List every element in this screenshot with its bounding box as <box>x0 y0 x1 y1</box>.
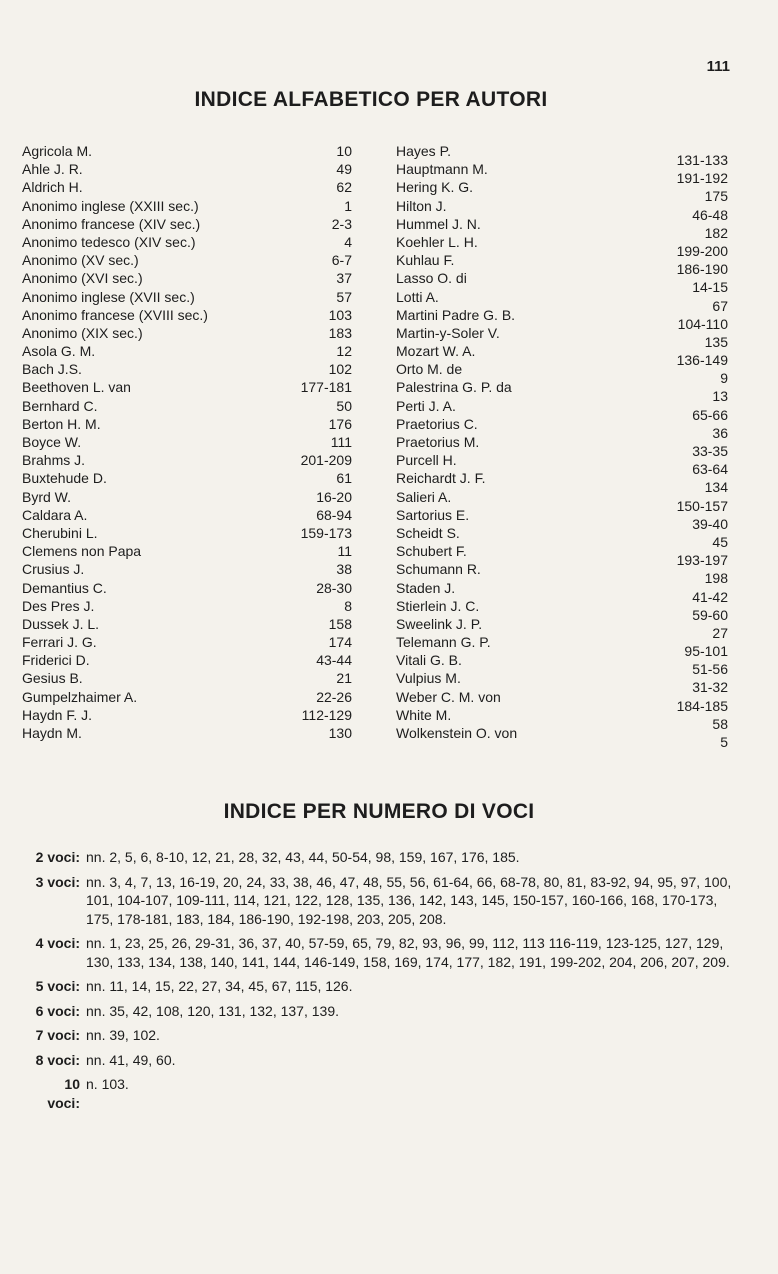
author-entry <box>396 488 728 514</box>
author-pages: 9 <box>720 370 728 387</box>
author-pages: 150-157 <box>676 497 728 514</box>
author-name: Lasso O. di <box>396 270 467 287</box>
author-name: Vulpius M. <box>396 670 461 687</box>
voices-count-label: 4 voci: <box>35 935 80 951</box>
author-name: Anonimo (XV sec.) <box>22 252 139 269</box>
author-name: Des Pres J. <box>22 597 95 614</box>
author-pages: 57 <box>336 288 352 305</box>
author-name: Perti J. A. <box>396 397 456 414</box>
author-name: Salieri A. <box>396 488 452 505</box>
author-name: Schubert F. <box>396 543 467 560</box>
author-entry <box>396 324 728 350</box>
author-pages: 58 <box>712 715 728 732</box>
voices-numbers: nn. 39, 102. <box>86 1027 160 1043</box>
voices-count-label: 7 voci: <box>35 1027 80 1043</box>
author-index-left-column <box>22 142 352 742</box>
author-entry <box>396 579 728 605</box>
author-pages: 102 <box>328 361 352 378</box>
author-pages: 159-173 <box>300 524 352 541</box>
author-pages: 49 <box>336 161 352 178</box>
author-name: Staden J. <box>396 579 456 596</box>
voices-numbers: nn. 3, 4, 7, 13, 16-19, 20, 24, 33, 38, 46, 47, 48, 55, 56, 61-64, 66, 68-78, 80, 81, 83-92, 94, 95, 97, 100, 101, 104-107, 109-111, 114, 121, 122, 128, 135, 136, 142, 143, 145, 150-157, 160-166, 168, 170-173, 175, 178-181, 183, 184, 186-190, 192-198, 203, 205, 208. <box>86 873 732 927</box>
author-entry <box>396 524 728 550</box>
voices-numbers: nn. 41, 49, 60. <box>86 1051 176 1068</box>
author-pages: 182 <box>704 224 728 241</box>
author-entry <box>22 415 352 433</box>
author-name: Berton H. M. <box>22 415 101 432</box>
author-pages: 50 <box>336 397 352 414</box>
author-pages: 8 <box>344 597 352 614</box>
author-name: Hilton J. <box>396 197 447 214</box>
author-entry <box>396 378 728 405</box>
author-pages: 193-197 <box>676 552 728 569</box>
author-entry <box>396 251 728 278</box>
author-pages: 38 <box>336 561 352 578</box>
author-entry <box>396 451 728 478</box>
voices-numbers: nn. 2, 5, 6, 8-10, 12, 21, 28, 32, 43, 44, 50-54, 98, 159, 167, 176, 185. <box>86 849 520 865</box>
author-entry <box>22 597 352 615</box>
voices-entry <box>30 934 740 971</box>
author-pages: 111 <box>330 434 352 450</box>
author-pages: 27 <box>712 624 728 641</box>
voices-count-label: 2 voci: <box>35 849 80 865</box>
author-name: Lotti A. <box>396 288 439 305</box>
author-entry <box>396 724 728 750</box>
author-entry <box>396 397 728 423</box>
author-name: Caldara A. <box>22 506 88 523</box>
author-pages: 21 <box>336 670 352 687</box>
author-entry <box>396 706 728 732</box>
author-pages: 14-15 <box>692 279 728 296</box>
author-pages: 31-32 <box>692 679 728 696</box>
author-pages: 1 <box>344 197 352 214</box>
author-name: Friderici D. <box>22 652 90 669</box>
author-entry <box>22 197 352 215</box>
author-name: Asola G. M. <box>22 343 96 360</box>
author-entry <box>22 669 352 687</box>
author-name: Schumann R. <box>396 561 481 578</box>
author-pages: 174 <box>328 634 352 651</box>
author-entry <box>22 233 352 251</box>
author-pages: 6-7 <box>331 252 352 269</box>
author-pages: 191-192 <box>676 170 728 187</box>
author-entry <box>396 215 728 241</box>
author-pages: 13 <box>712 388 728 405</box>
author-pages: 16-20 <box>316 488 352 505</box>
voices-count-label: 5 voci: <box>35 978 80 994</box>
author-entry <box>22 579 352 597</box>
author-entry <box>22 397 352 415</box>
author-name: Agricola M. <box>22 143 93 159</box>
author-name: Bach J.S. <box>22 361 82 378</box>
author-entry <box>396 342 728 369</box>
author-entry <box>396 415 728 441</box>
author-entry <box>22 615 352 633</box>
author-name: Scheidt S. <box>396 524 460 541</box>
author-name: Praetorius M. <box>396 434 480 450</box>
author-pages: 41-42 <box>692 588 728 605</box>
voices-numbers: nn. 35, 42, 108, 120, 131, 132, 137, 139. <box>86 1002 339 1019</box>
author-entry <box>22 651 352 669</box>
voices-count-label: 3 voci: <box>35 873 80 890</box>
author-entry <box>22 160 352 178</box>
author-pages: 43-44 <box>316 652 352 669</box>
author-pages: 2-3 <box>331 215 352 232</box>
author-name: Gumpelzhaimer A. <box>22 688 138 705</box>
author-entry <box>22 451 352 469</box>
author-pages: 4 <box>344 233 352 250</box>
author-name: Palestrina G. P. da <box>396 379 512 396</box>
author-name: Martini Padre G. B. <box>396 306 516 323</box>
voices-numbers: nn. 1, 23, 25, 26, 29-31, 36, 37, 40, 57-59, 65, 79, 82, 93, 96, 99, 112, 113 116-119, 123-125, 127, 129, 130, 133, 134, 138, 140, 141, 144, 146-149, 158, 169, 174, 177, 182, 191, 199-202, 204, 206, 207, 209. <box>86 935 730 970</box>
author-pages: 158 <box>328 615 352 632</box>
author-entry <box>22 360 352 378</box>
author-entry <box>22 633 352 651</box>
voices-index-title: INDICE PER NUMERO DI VOCI <box>223 800 535 823</box>
author-name: Anonimo inglese (XVII sec.) <box>22 288 195 305</box>
author-entry <box>396 542 728 569</box>
author-entry <box>396 233 728 259</box>
author-pages: 28-30 <box>316 579 352 596</box>
author-entry <box>22 251 352 269</box>
author-name: White M. <box>396 706 452 723</box>
voices-entry <box>30 873 740 929</box>
author-pages: 33-35 <box>692 443 728 459</box>
author-pages: 46-48 <box>692 206 728 223</box>
author-name: Orto M. de <box>396 361 463 378</box>
author-name: Hering K. G. <box>396 179 474 196</box>
author-name: Boyce W. <box>22 434 82 450</box>
voices-numbers: n. 103. <box>86 1076 129 1092</box>
author-entry <box>396 469 728 496</box>
author-entry <box>22 688 352 706</box>
author-name: Reichardt J. F. <box>396 470 486 487</box>
author-name: Gesius B. <box>22 670 83 687</box>
author-entry <box>396 360 728 387</box>
author-entry <box>22 469 352 487</box>
author-name: Sartorius E. <box>396 506 470 523</box>
author-name: Hummel J. N. <box>396 215 481 232</box>
author-name: Crusius J. <box>22 561 85 578</box>
author-name: Brahms J. <box>22 452 86 469</box>
author-pages: 22-26 <box>316 688 352 705</box>
author-pages: 37 <box>336 270 352 287</box>
author-name: Buxtehude D. <box>22 470 107 487</box>
author-name: Koehler L. H. <box>396 233 478 250</box>
author-pages: 67 <box>712 297 728 314</box>
author-name: Cherubini L. <box>22 524 98 541</box>
author-name: Purcell H. <box>396 452 457 469</box>
author-pages: 183 <box>328 324 352 341</box>
author-pages: 184-185 <box>676 697 728 714</box>
voices-entry <box>30 1002 740 1021</box>
voices-entry <box>30 848 740 867</box>
author-entry <box>22 560 352 578</box>
author-entry <box>22 269 352 287</box>
author-entry <box>22 215 352 233</box>
author-entry <box>396 433 728 459</box>
author-name: Haydn F. J. <box>22 706 93 723</box>
author-name: Clemens non Papa <box>22 543 142 560</box>
voices-count-label: 10 voci: <box>47 1076 80 1111</box>
author-pages: 5 <box>720 734 728 750</box>
author-entry <box>22 178 352 196</box>
author-name: Praetorius C. <box>396 415 478 432</box>
author-entry <box>22 378 352 396</box>
author-pages: 201-209 <box>300 452 352 469</box>
page-number: 111 <box>706 58 730 75</box>
voices-count-label: 6 voci: <box>35 1002 80 1019</box>
author-pages: 65-66 <box>692 406 728 423</box>
author-entry <box>22 142 352 160</box>
author-entry <box>396 615 728 641</box>
author-index-right-column <box>396 142 728 750</box>
author-entry <box>22 542 352 560</box>
author-name: Anonimo tedesco (XIV sec.) <box>22 233 196 250</box>
author-name: Telemann G. P. <box>396 634 491 651</box>
author-pages: 136-149 <box>676 352 728 369</box>
author-name: Vitali G. B. <box>396 652 462 669</box>
author-pages: 45 <box>712 533 728 550</box>
author-pages: 177-181 <box>300 379 352 396</box>
author-entry <box>396 288 728 314</box>
author-name: Dussek J. L. <box>22 615 100 632</box>
author-name: Hauptmann M. <box>396 161 488 178</box>
author-entry <box>22 306 352 324</box>
author-pages: 95-101 <box>684 643 728 660</box>
author-name: Wolkenstein O. von <box>396 725 518 741</box>
author-entry <box>22 706 352 724</box>
author-pages: 131-133 <box>676 152 728 168</box>
author-entry <box>396 651 728 678</box>
author-pages: 175 <box>704 188 728 205</box>
author-entry <box>396 178 728 205</box>
author-name: Demantius C. <box>22 579 107 596</box>
author-entry <box>396 688 728 714</box>
author-name: Aldrich H. <box>22 179 83 196</box>
author-name: Anonimo (XIX sec.) <box>22 324 143 341</box>
author-entry <box>22 488 352 506</box>
author-pages: 134 <box>704 479 728 496</box>
author-name: Mozart W. A. <box>396 343 476 360</box>
author-pages: 104-110 <box>677 315 728 332</box>
author-pages: 36 <box>712 424 728 441</box>
author-pages: 186-190 <box>676 261 728 278</box>
author-pages: 51-56 <box>692 661 728 678</box>
author-pages: 198 <box>704 570 728 587</box>
author-name: Ferrari J. G. <box>22 634 97 651</box>
voices-entry <box>30 1051 740 1070</box>
voices-entry <box>30 1026 740 1045</box>
author-entry <box>396 560 728 587</box>
author-entry <box>22 506 352 524</box>
author-pages: 199-200 <box>676 242 728 259</box>
author-name: Beethoven L. van <box>22 379 131 396</box>
author-name: Sweelink J. P. <box>396 615 483 632</box>
author-entry <box>22 324 352 342</box>
author-name: Anonimo francese (XVIII sec.) <box>22 306 208 323</box>
author-entry <box>22 524 352 542</box>
author-name: Haydn M. <box>22 725 82 741</box>
author-name: Bernhard C. <box>22 397 98 414</box>
author-name: Anonimo inglese (XXIII sec.) <box>22 197 199 214</box>
author-pages: 103 <box>328 306 352 323</box>
author-pages: 68-94 <box>316 506 352 523</box>
author-pages: 135 <box>704 333 728 350</box>
author-name: Martin-y-Soler V. <box>396 324 500 341</box>
author-entry <box>396 269 728 296</box>
voices-count-label: 8 voci: <box>35 1051 80 1068</box>
voices-numbers: nn. 11, 14, 15, 22, 27, 34, 45, 67, 115, 126. <box>86 978 353 994</box>
author-pages: 39-40 <box>692 515 728 532</box>
author-entry <box>396 633 728 660</box>
author-pages: 112-129 <box>301 706 352 723</box>
voices-index-list <box>30 848 740 1118</box>
author-name: Hayes P. <box>396 143 451 159</box>
author-entry <box>396 669 728 696</box>
author-name: Kuhlau F. <box>396 252 455 269</box>
author-name: Stierlein J. C. <box>396 597 480 614</box>
author-entry <box>22 288 352 306</box>
author-entry <box>396 142 728 168</box>
author-entry <box>22 433 352 451</box>
author-index-title: INDICE ALFABETICO PER AUTORI <box>194 88 548 111</box>
author-entry <box>396 197 728 223</box>
author-entry <box>396 597 728 623</box>
voices-entry <box>30 1075 740 1112</box>
author-entry <box>396 306 728 332</box>
author-name: Anonimo (XVI sec.) <box>22 270 143 287</box>
author-name: Weber C. M. von <box>396 688 501 705</box>
author-pages: 61 <box>336 470 352 487</box>
author-name: Ahle J. R. <box>22 161 83 178</box>
author-pages: 63-64 <box>692 461 728 478</box>
author-entry <box>396 160 728 187</box>
author-pages: 12 <box>336 343 352 360</box>
author-pages: 10 <box>336 143 352 159</box>
author-pages: 62 <box>336 179 352 196</box>
author-name: Byrd W. <box>22 488 72 505</box>
author-entry <box>22 342 352 360</box>
author-pages: 59-60 <box>692 606 728 623</box>
author-name: Anonimo francese (XIV sec.) <box>22 215 201 232</box>
author-pages: 130 <box>328 725 352 741</box>
author-pages: 11 <box>337 543 352 560</box>
author-pages: 176 <box>328 415 352 432</box>
voices-entry <box>30 977 740 996</box>
author-entry <box>22 724 352 742</box>
author-entry <box>396 506 728 532</box>
